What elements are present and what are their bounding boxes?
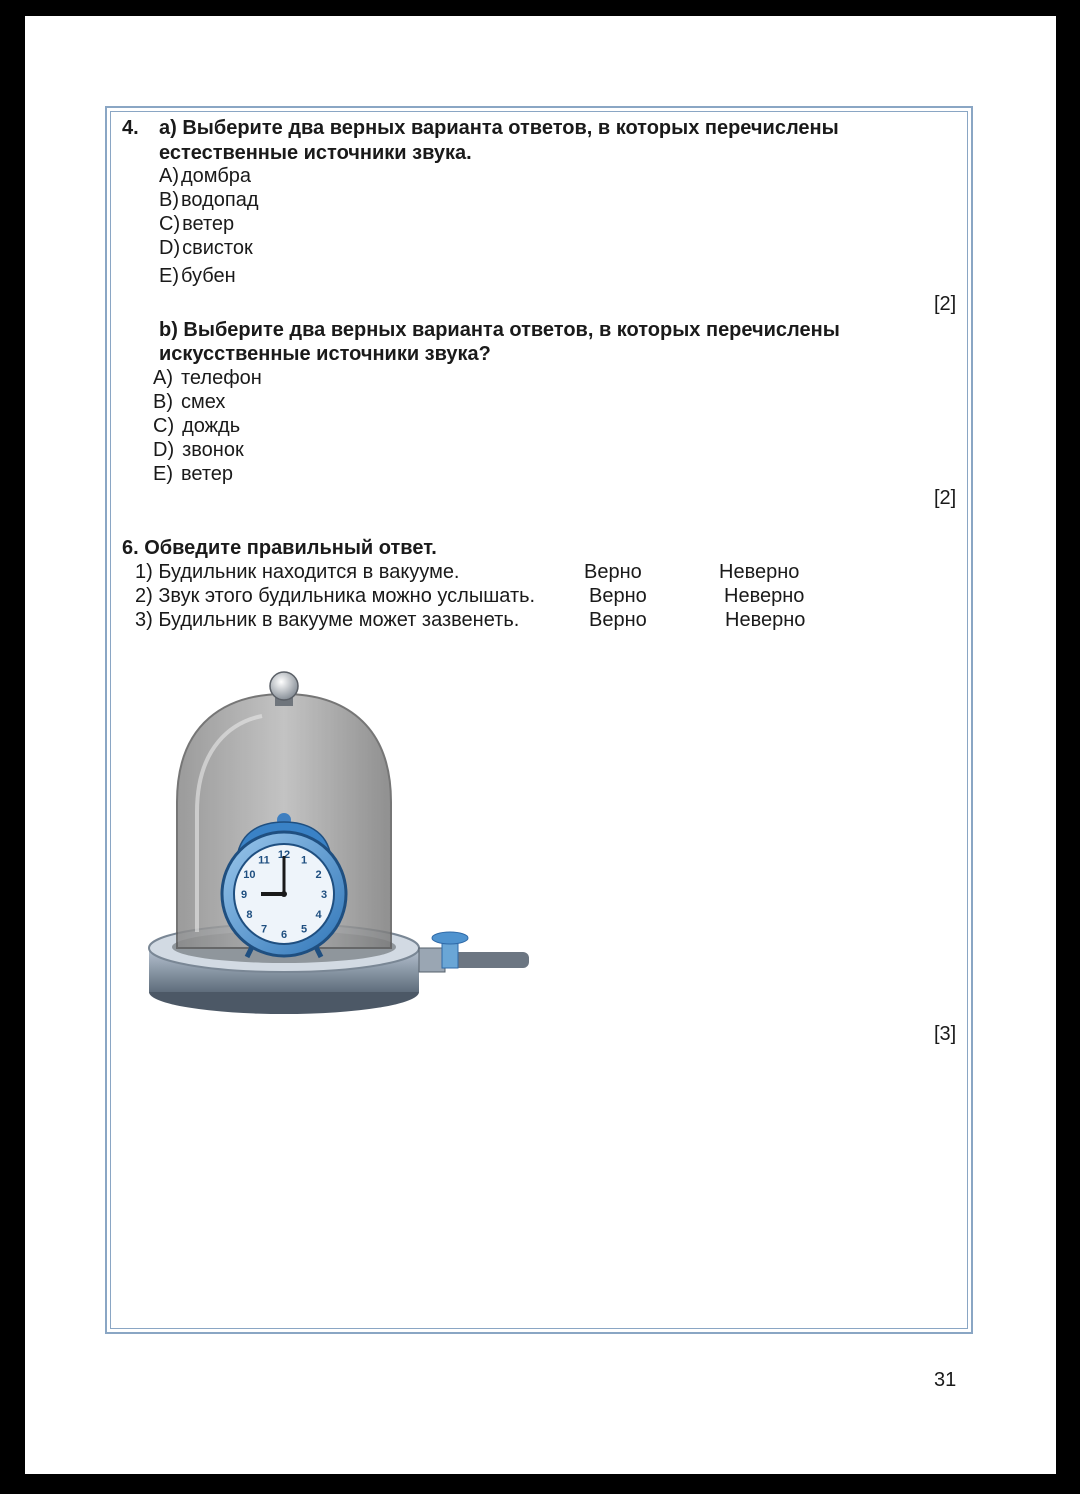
option-d: D) звонок	[153, 439, 244, 461]
true-option[interactable]: Верно	[584, 561, 642, 583]
true-option[interactable]: Верно	[589, 585, 647, 607]
bell-jar-alarm-clock-illustration	[137, 652, 549, 1024]
clock-numeral: 12	[277, 849, 291, 861]
question-4-number: 4.	[122, 117, 139, 139]
question-4a-prompt-line1: a) Выберите два верных варианта ответов, в которых перечислены	[159, 117, 839, 139]
option-e: E) ветер	[153, 463, 234, 485]
clock-numeral: 10	[243, 869, 256, 881]
question-6-title: 6. Обведите правильный ответ.	[122, 537, 437, 559]
question-4b-marks: [2]	[934, 487, 957, 509]
vacuum-valve-icon	[419, 932, 529, 972]
question-4b-prompt-line1: b) Выберите два верных варианта ответов, в которых перечислены	[159, 319, 840, 341]
option-b: B) смех	[153, 391, 226, 413]
clock-numeral: 2	[315, 869, 322, 881]
question-4a-marks: [2]	[934, 293, 957, 315]
option-a: A) домбра	[159, 165, 252, 187]
false-option[interactable]: Неверно	[724, 585, 805, 607]
question-4a-prompt-line2: естественные источники звука.	[159, 142, 472, 164]
false-option[interactable]: Неверно	[719, 561, 800, 583]
option-c: C) ветер	[159, 213, 235, 235]
clock-numeral: 1	[300, 854, 308, 867]
question-4b-prompt-line2: искусственные источники звука?	[159, 343, 491, 365]
option-b: B) водопад	[159, 189, 259, 211]
page-number: 31	[934, 1369, 957, 1391]
clock-numeral: 5	[300, 923, 308, 936]
clock-numeral: 9	[240, 889, 248, 901]
clock-numeral: 11	[258, 854, 270, 867]
clock-numeral: 6	[280, 929, 288, 941]
true-option[interactable]: Верно	[589, 609, 647, 631]
worksheet-page	[25, 16, 1056, 1474]
option-e: E) бубен	[159, 265, 236, 287]
statement-text: 2) Звук этого будильника можно услышать.	[135, 585, 536, 607]
false-option[interactable]: Неверно	[725, 609, 806, 631]
clock-numeral: 3	[320, 889, 328, 901]
option-d: D) свисток	[159, 237, 253, 259]
option-a: A) телефон	[153, 367, 262, 389]
option-c: C) дождь	[153, 415, 241, 437]
clock-numeral: 4	[315, 909, 322, 921]
statement-text: 1) Будильник находится в вакууме.	[135, 561, 460, 583]
clock-numeral: 7	[260, 923, 268, 936]
clock-numeral: 8	[246, 909, 253, 921]
question-6-marks: [3]	[934, 1023, 957, 1045]
statement-text: 3) Будильник в вакууме может зазвенеть.	[135, 609, 520, 631]
